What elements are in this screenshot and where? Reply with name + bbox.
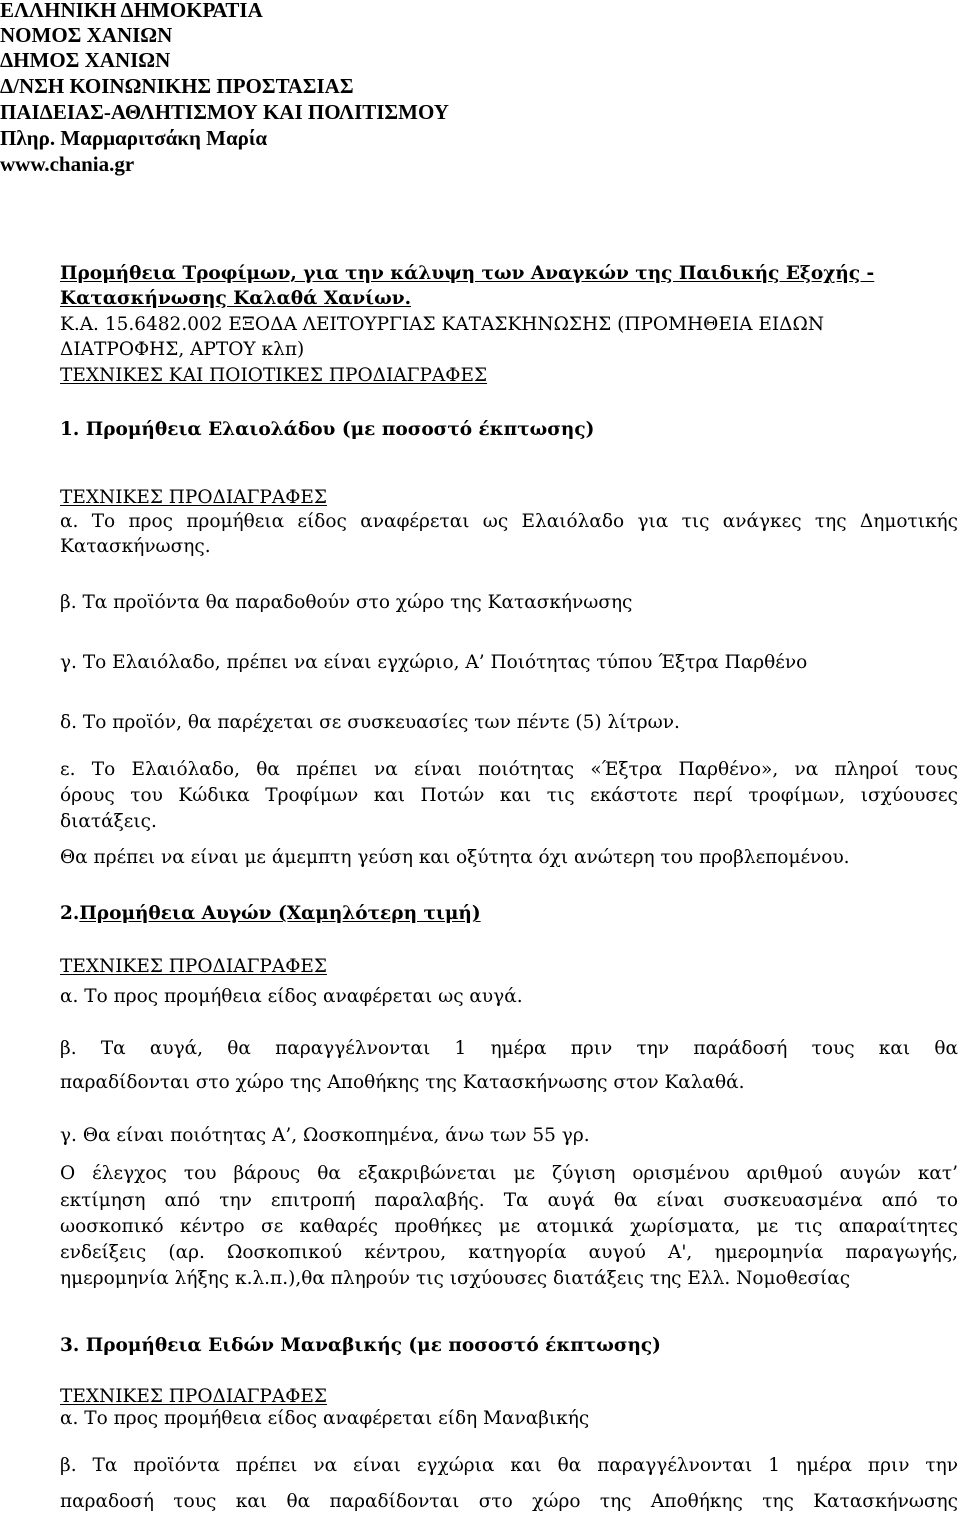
- section-3-heading: 3. Προμήθεια Ειδών Μαναβικής (με ποσοστό έκπτωσης): [60, 1335, 661, 1356]
- title-line-5: ΤΕΧΝΙΚΕΣ ΚΑΙ ΠΟΙΟΤΙΚΕΣ ΠΡΟΔΙΑΓΡΑΦΕΣ: [60, 365, 488, 386]
- header-line-3: ΔΗΜΟΣ ΧΑΝΙΩΝ: [0, 48, 171, 72]
- title-line-4: ΔΙΑΤΡΟΦΗΣ, ΑΡΤΟΥ κλπ): [60, 339, 305, 360]
- section-2-heading: [60, 902, 481, 926]
- section-1-item-e-line-2: όρους του Κώδικα Τροφίμων και Ποτών και τις εκάστοτε περί τροφίμων, ισχύουσες: [60, 785, 958, 806]
- section-1-item-b: β. Τα προϊόντα θα παραδοθούν στο χώρο της Κατασκήνωσης: [60, 592, 633, 613]
- header-line-5: ΠΑΙΔΕΙΑΣ-ΑΘΛΗΤΙΣΜΟΥ ΚΑΙ ΠΟΛΙΤΙΣΜΟΥ: [0, 100, 449, 124]
- section-2-item-c: γ. Θα είναι ποιότητας Α’, Ωοσκοπημένα, άνω των 55 γρ.: [60, 1125, 590, 1146]
- section-2-item-a: α. Το προς προμήθεια είδος αναφέρεται ως αυγά.: [60, 986, 523, 1007]
- section-1-item-e-line-1: ε. Το Ελαιόλαδο, θα πρέπει να είναι ποιότητας «Έξτρα Παρθένο», να πληροί τους: [60, 759, 958, 780]
- section-2-paragraph-line-5: ημερομηνία λήξης κ.λ.π.),θα πληρούν τις ισχύουσες διατάξεις της Ελλ. Νομοθεσίας: [60, 1268, 851, 1289]
- section-2-paragraph-line-3: ωοσκοπικό κέντρο σε καθαρές προθήκες με ατομικά χωρίσματα, με τις απαραίτητες: [60, 1216, 958, 1237]
- section-2-paragraph-line-4: ενδείξεις (αρ. Ωοσκοπικού κέντρου, κατηγορία αυγού Α', ημερομηνία παραγωγής,: [60, 1242, 958, 1263]
- section-1-item-c: γ. Το Ελαιόλαδο, πρέπει να είναι εγχώριο, Α’ Ποιότητας τύπου Έξτρα Παρθένο: [60, 652, 808, 673]
- header-line-4: Δ/ΝΣΗ ΚΟΙΝΩΝΙΚΗΣ ΠΡΟΣΤΑΣΙΑΣ: [0, 74, 354, 98]
- section-3-item-b-line-2: παραδοσή τους και θα παραδίδονται στο χώρο της Αποθήκης της Κατασκήνωσης: [60, 1491, 958, 1512]
- section-1-item-a-line-1: α. Το προς προμήθεια είδος αναφέρεται ως Ελαιόλαδο για τις ανάγκες της Δημοτικής: [60, 511, 958, 532]
- header-line-1: ΕΛΛΗΝΙΚΗ ΔΗΜΟΚΡΑΤΙΑ: [0, 0, 263, 22]
- title-line-3: Κ.Α. 15.6482.002 ΕΞΟΔΑ ΛΕΙΤΟΥΡΓΙΑΣ ΚΑΤΑΣΚΗΝΩΣΗΣ (ΠΡΟΜΗΘΕΙΑ ΕΙΔΩΝ: [60, 314, 825, 335]
- section-1-spec-label: ΤΕΧΝΙΚΕΣ ΠΡΟΔΙΑΓΡΑΦΕΣ: [60, 487, 327, 508]
- section-2-item-b-line-2: παραδίδονται στο χώρο της Αποθήκης της Κατασκήνωσης στον Καλαθά.: [60, 1072, 745, 1093]
- section-1-item-a-line-2: Κατασκήνωσης.: [60, 536, 211, 557]
- section-3-spec-label: ΤΕΧΝΙΚΕΣ ΠΡΟΔΙΑΓΡΑΦΕΣ: [60, 1386, 327, 1407]
- section-2-paragraph-line-1: Ο έλεγχος του βάρους θα εξακριβώνεται με ζύγιση ορισμένου αριθμού αυγών κατ’: [60, 1163, 958, 1184]
- header-line-7-website: www.chania.gr: [0, 152, 135, 176]
- header-line-2: ΝΟΜΟΣ ΧΑΝΙΩΝ: [0, 23, 173, 47]
- section-1-item-e-line-3: διατάξεις.: [60, 811, 157, 832]
- section-2-paragraph-line-2: εκτίμηση από την επιτροπή παραλαβής. Τα αυγά θα είναι συσκευασμένα από το: [60, 1190, 958, 1211]
- section-2-item-b-line-1: β. Τα αυγά, θα παραγγέλνονται 1 ημέρα πριν την παράδοσή τους και θα: [60, 1038, 958, 1059]
- header-line-6: Πληρ. Μαρμαριτσάκη Μαρία: [0, 126, 268, 150]
- section-2-heading-number: 2.: [60, 903, 80, 924]
- section-1-heading: 1. Προμήθεια Ελαιολάδου (με ποσοστό έκπτωσης): [60, 419, 595, 440]
- section-1-item-d: δ. Το προϊόν, θα παρέχεται σε συσκευασίες των πέντε (5) λίτρων.: [60, 712, 680, 733]
- section-2-heading-text: Προμήθεια Αυγών (Χαμηλότερη τιμή): [79, 903, 481, 924]
- title-line-1: Προμήθεια Τροφίμων, για την κάλυψη των Αναγκών της Παιδικής Εξοχής -: [60, 263, 875, 284]
- section-1-note: Θα πρέπει να είναι με άμεμπτη γεύση και οξύτητα όχι ανώτερη του προβλεπομένου.: [60, 847, 850, 868]
- section-3-item-a: α. Το προς προμήθεια είδος αναφέρεται είδη Μαναβικής: [60, 1408, 590, 1429]
- title-line-2: Κατασκήνωσης Καλαθά Χανίων.: [60, 288, 412, 309]
- section-2-spec-label: ΤΕΧΝΙΚΕΣ ΠΡΟΔΙΑΓΡΑΦΕΣ: [60, 956, 327, 977]
- section-3-item-b-line-1: β. Τα προϊόντα πρέπει να είναι εγχώρια και θα παραγγέλνονται 1 ημέρα πριν την: [60, 1455, 958, 1476]
